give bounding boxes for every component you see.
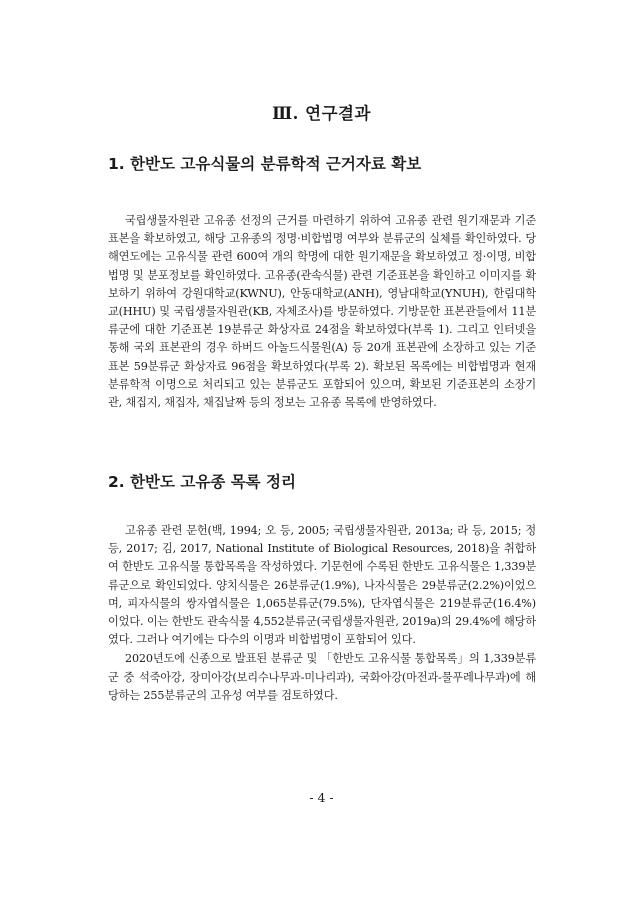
section-2-paragraph-1: 고유종 관련 문헌(백, 1994; 오 등, 2005; 국립생물자원관, 2013a; 라 등, 2015; 정 등, 2017; 김, 2017, National Institute of Biological Resources, 2018)을 취합하여 한반도 고유식물 통합목록을 작성하였다. 기문헌에 수록된 한반도 고유식물은 1,339분류군으로 확인되었다. 양치식물은 26분류군(1.9%), 나자식물은 29분류군(2.2%)이었으며, 피자식물의 쌍자엽식물은 1,065분류군(79.5%), 단자엽식물은 219분류군(16.4%)이었다. 이는 한반도 관속식물 4,552분류군(국립생물자원관, 2019a)의 29.4%에 해당하였다. 그러나 여기에는 다수의 이명과 비합법명이 포함되어 있다. [108, 524, 536, 647]
section-1-heading: 1. 한반도 고유식물의 분류학적 근거자료 확보 [108, 155, 422, 173]
section-2-paragraph-2: 2020년도에 신종으로 발표된 분류군 및 「한반도 고유식물 통합목록」의 1,339분류군 중 석죽아강, 장미아강(보리수나무과-미나리과), 국화아강(마전과-물푸레나무과)에 해당하는 255분류군의 고유성 여부를 검토하였다. [108, 652, 536, 702]
section-2-body [108, 522, 536, 705]
section-1-body [108, 212, 536, 412]
section-2-heading: 2. 한반도 고유종 목록 정리 [108, 473, 296, 491]
chapter-title: Ⅲ. 연구결과 [272, 104, 371, 123]
section-1-paragraph-1: 국립생물자원관 고유종 선정의 근거를 마련하기 위하여 고유종 관련 원기재문과 기준표본을 확보하였고, 해당 고유종의 정명·비합법명 여부와 분류군의 실체를 확인하였다. 당해연도에는 고유식물 관련 600여 개의 학명에 대한 원기재문을 확보하였고 정·이명, 비합법명 및 분포정보를 확인하였다. 고유종(관속식물) 관련 기준표본을 확인하고 이미지를 확보하기 위하여 강원대학교(KWNU), 안동대학교(ANH), 영남대학교(YNUH), 한림대학교(HHU) 및 국립생물자원관(KB, 자체조사)를 방문하였다. 기방문한 표본관들에서 11분류군에 대한 기준표본 19분류군 화상자료 24점을 확보하였다(부록 1). 그리고 인터넷을 통해 국외 표본관의 경우 하버드 아놀드식물원(A) 등 20개 표본관에 소장하고 있는 기준표본 59분류군 화상자료 96점을 확보하였다(부록 2). 확보된 목록에는 비합법명과 현재 분류학적 이명으로 처리되고 있는 분류군도 포함되어 있으며, 확보된 기준표본의 소장기관, 채집지, 채집자, 채집날짜 등의 정보는 고유종 목록에 반영하였다. [108, 214, 536, 410]
page-number: - 4 - [309, 790, 334, 805]
